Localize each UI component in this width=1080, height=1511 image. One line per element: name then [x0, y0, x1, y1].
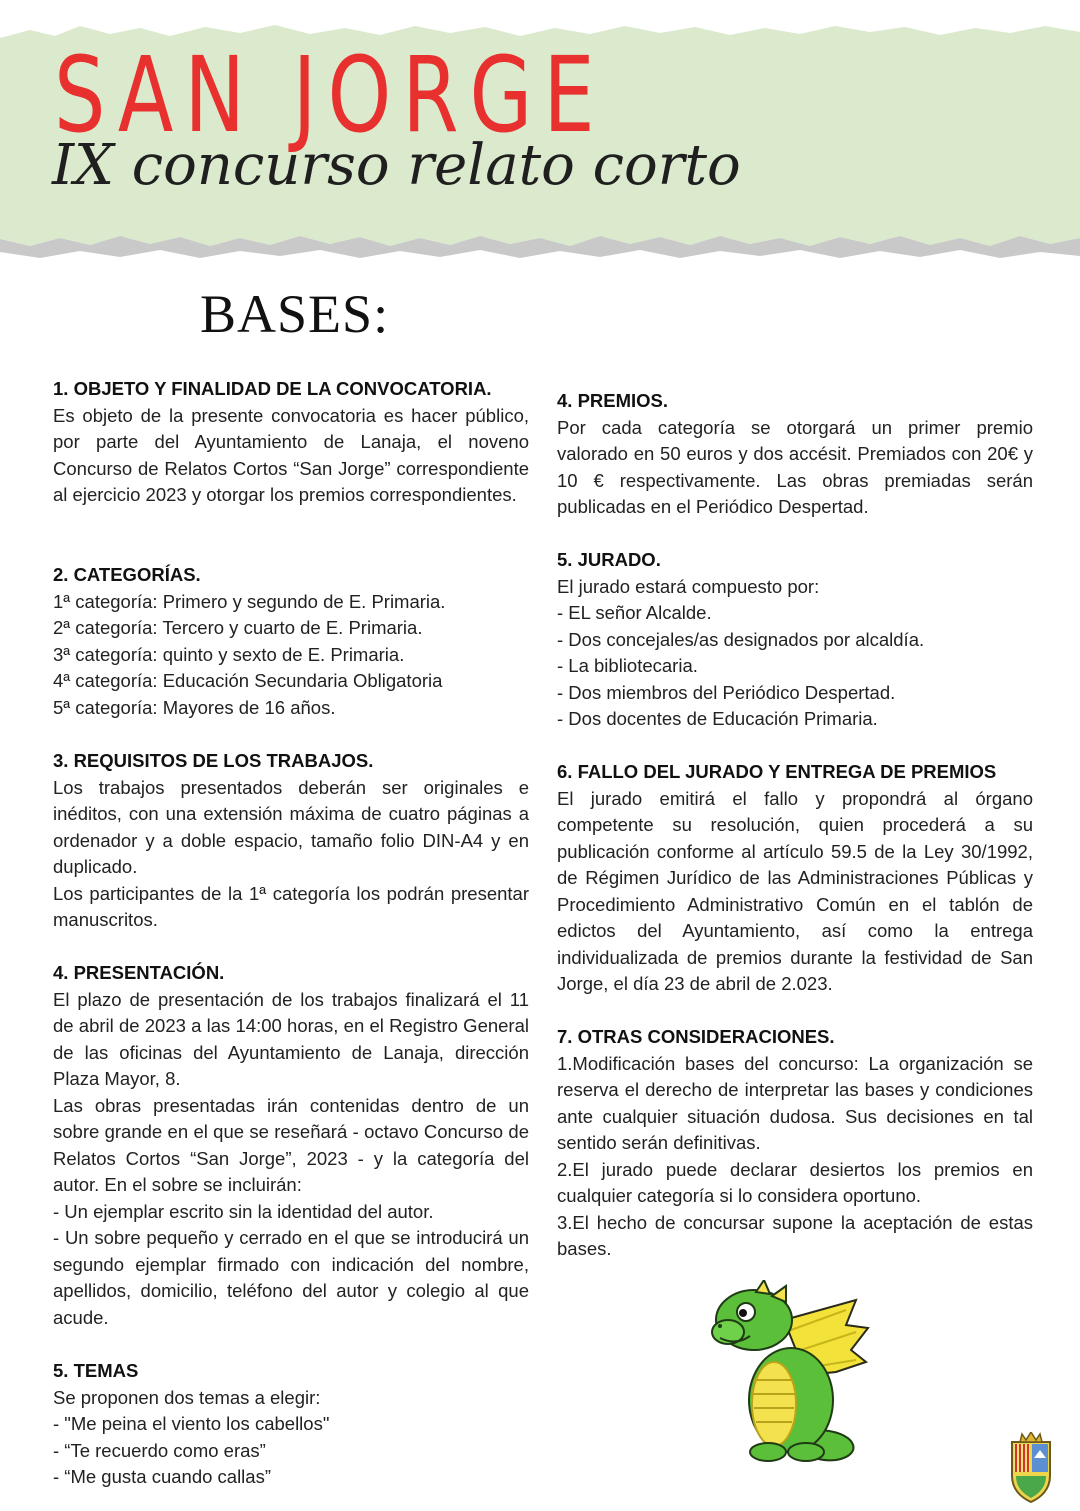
section-temas — [53, 1358, 529, 1491]
section-heading: 5. TEMAS — [53, 1360, 139, 1381]
section-heading: 3. REQUISITOS DE LOS TRABAJOS. — [53, 750, 374, 771]
section-text: Es objeto de la presente convocatoria es hacer público, por parte del Ayuntamiento de Lanaja, el noveno Concurso de Relatos Cortos “San Jorge” correspondiente al ejercicio 2023 y otorgar los premios correspondientes. — [53, 404, 529, 505]
section-fallo — [557, 759, 1033, 998]
municipal-crest-icon — [1004, 1432, 1058, 1504]
list-item: - La bibliotecaria. — [557, 655, 698, 676]
section-text: - Un ejemplar escrito sin la identidad del autor. — [53, 1200, 434, 1222]
page-subtitle: IX concurso relato corto — [52, 133, 741, 198]
list-item: - Dos docentes de Educación Primaria. — [557, 708, 878, 729]
list-item: El jurado estará compuesto por: — [557, 575, 820, 597]
section-premios — [557, 388, 1033, 521]
section-heading: 1. OBJETO Y FINALIDAD DE LA CONVOCATORIA. — [53, 378, 492, 399]
list-item: - Dos concejales/as designados por alcaldía. — [557, 628, 925, 650]
page-title: SAN JORGE — [54, 34, 606, 156]
section-text: El plazo de presentación de los trabajos finalizará el 11 de abril de 2023 a las 14:00 horas, en el Registro General de las oficinas del Ayuntamiento de Lanaja, dirección Plaza Mayor, 8. — [53, 988, 529, 1089]
section-text: Por cada categoría se otorgará un primer premio valorado en 50 euros y dos accésit. Premiados con 20€ y 10 € respectivamente. Las obras premiadas serán publicadas en el Periódico Despertad. — [557, 416, 1033, 517]
list-item: - EL señor Alcalde. — [557, 602, 712, 623]
section-text: Las obras presentadas irán contenidas dentro de un sobre grande en el que se reseñará - octavo Concurso de Relatos Cortos “San Jorge”, 2023 - y la categoría del autor. En el sobre se incluirán: — [53, 1094, 529, 1195]
bases-heading: BASES: — [200, 284, 390, 344]
section-text: 3.El hecho de concursar supone la aceptación de estas bases. — [557, 1211, 1033, 1259]
list-item: 5ª categoría: Mayores de 16 años. — [53, 696, 336, 718]
section-categorias — [53, 562, 529, 721]
section-requisitos — [53, 748, 529, 934]
list-item: Se proponen dos temas a elegir: — [53, 1386, 321, 1408]
header-banner — [0, 0, 1080, 270]
dragon-illustration — [706, 1280, 876, 1470]
list-item: 2ª categoría: Tercero y cuarto de E. Primaria. — [53, 617, 423, 638]
section-heading: 4. PRESENTACIÓN. — [53, 962, 225, 983]
list-item: - “Te recuerdo como eras” — [53, 1439, 266, 1461]
section-text: 1.Modificación bases del concurso: La organización se reserva el derecho de interpretar las bases y condiciones ante cualquier situación dudosa. Sus decisiones en tal sentido serán definitivas. — [557, 1052, 1033, 1153]
list-item: 1ª categoría: Primero y segundo de E. Primaria. — [53, 590, 446, 612]
list-item: 3ª categoría: quinto y sexto de E. Primaria. — [53, 643, 405, 665]
section-text: 2.El jurado puede declarar desiertos los premios en cualquier categoría si lo considera oportuno. — [557, 1158, 1033, 1206]
section-heading: 5. JURADO. — [557, 549, 661, 570]
list-item: - "Me peina el viento los cabellos" — [53, 1413, 330, 1434]
section-heading: 2. CATEGORÍAS. — [53, 564, 201, 585]
section-presentacion — [53, 960, 529, 1331]
section-heading: 4. PREMIOS. — [557, 390, 669, 411]
list-item: - Dos miembros del Periódico Despertad. — [557, 681, 896, 703]
section-text: Los trabajos presentados deberán ser originales e inéditos, con una extensión máxima de cuatro páginas a ordenador y a doble espacio, tamaño folio DIN-A4 y en duplicado. — [53, 776, 529, 877]
section-heading: 7. OTRAS CONSIDERACIONES. — [557, 1026, 835, 1047]
section-otras — [557, 1024, 1033, 1263]
list-item: 4ª categoría: Educación Secundaria Obligatoria — [53, 670, 443, 691]
section-text: Los participantes de la 1ª categoría los podrán presentar manuscritos. — [53, 882, 529, 930]
section-jurado — [557, 547, 1033, 733]
section-objeto — [53, 376, 529, 509]
section-heading: 6. FALLO DEL JURADO Y ENTREGA DE PREMIOS — [557, 761, 997, 782]
list-item: - “Me gusta cuando callas” — [53, 1466, 271, 1487]
section-text: - Un sobre pequeño y cerrado en el que se introducirá un segundo ejemplar firmado con indicación del nombre, apellidos, domicilio, teléfono del autor y colegio al que acude. — [53, 1227, 529, 1328]
section-text: El jurado emitirá el fallo y propondrá al órgano competente su resolución, quien procederá a su publicación conforme al artículo 59.5 de la Ley 30/1992, de Régimen Jurídico de las Administraciones Públicas y Procedimiento Administrativo Común en el tablón de edictos del Ayuntamiento, así como la entrega individualizada de premios durante la festividad de San Jorge, el día 23 de abril de 2.023. — [557, 787, 1033, 994]
